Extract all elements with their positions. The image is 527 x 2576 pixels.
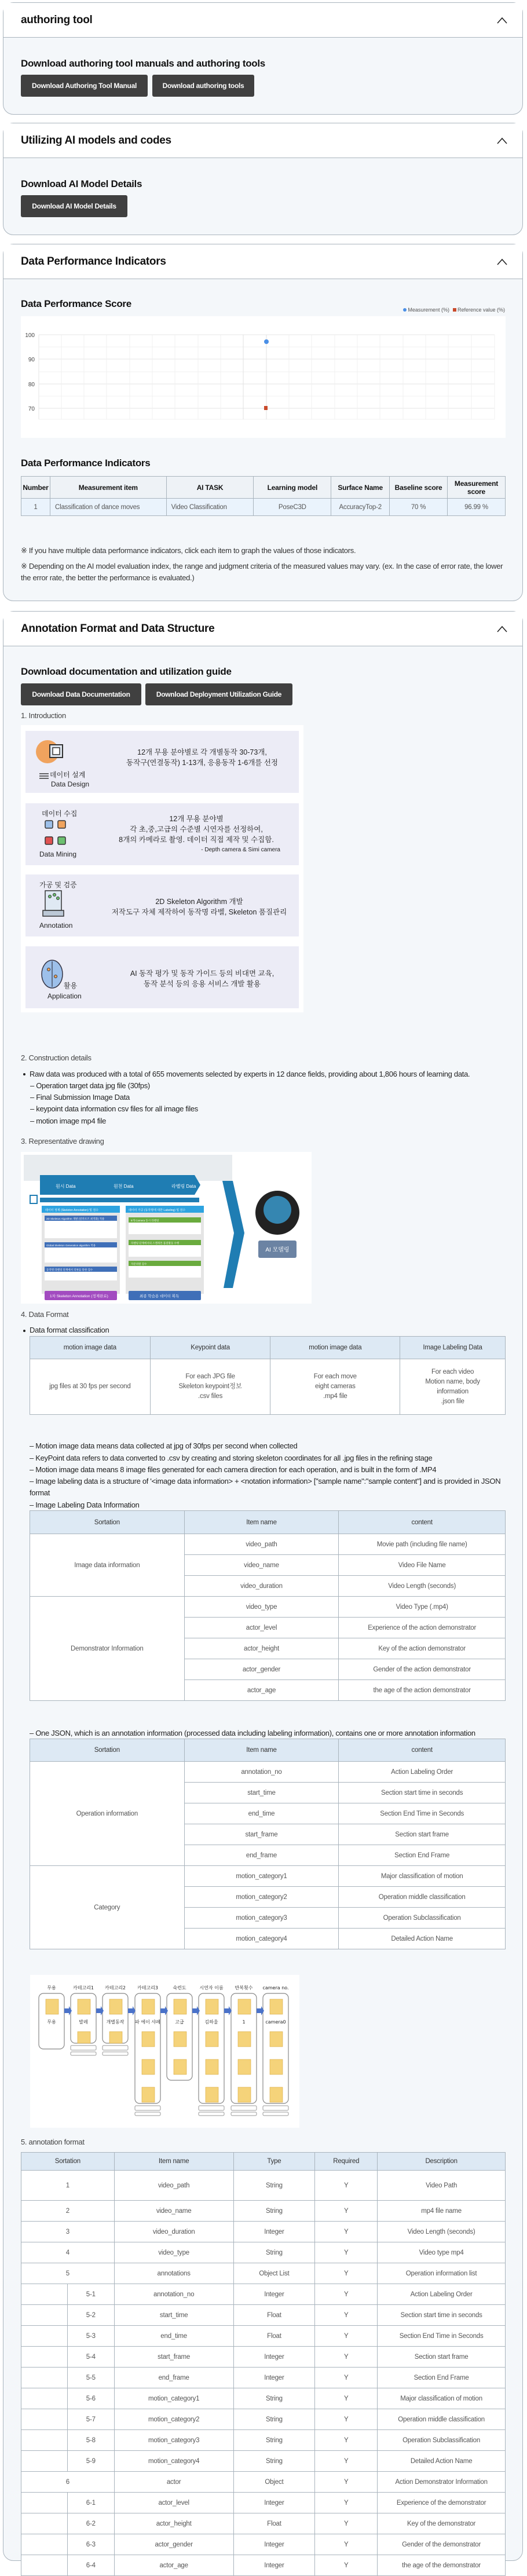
annotation-header[interactable]: [3, 612, 522, 646]
svg-text:80: 80: [28, 382, 35, 388]
svg-text:camera no.: camera no.: [262, 1985, 289, 1990]
measurement-point[interactable]: [264, 339, 269, 344]
svg-text:자문위원 검수: 자문위원 검수: [131, 1263, 147, 1265]
chevron-up-icon[interactable]: [496, 623, 508, 635]
performance-card: [3, 244, 523, 601]
svg-text:1차 Skeleton Annotation (정제완료): 1차 Skeleton Annotation (정제완료): [50, 1294, 108, 1298]
table-row: 5-2 start_time Float Y Section start time in seconds: [21, 2305, 506, 2326]
svg-text:90: 90: [28, 357, 35, 363]
table-row: 6-4 actor_age Integer Y the age of the demonstrator: [21, 2555, 506, 2576]
score-heading: Data Performance Score: [21, 298, 131, 309]
intro-panel-data-design: [25, 731, 299, 793]
svg-text:발레: 발레: [79, 2019, 88, 2025]
format-note: – Image Labeling Data Information: [30, 1501, 140, 1509]
svg-text:Annotation: Annotation: [39, 921, 73, 930]
card-title: Annotation Format and Data Structure: [21, 622, 215, 635]
svg-text:시연자 이름: 시연자 이름: [199, 1985, 224, 1990]
format-note: – Motion image data means data collected at jpg of 30fps per second when collected: [30, 1441, 298, 1450]
folder-structure-image: [30, 1975, 299, 2128]
col-measurement-item: Measurement item: [50, 477, 166, 499]
svg-text:무용: 무용: [47, 1985, 56, 1990]
annotation-info-table: Sortation Item name content Operation information annotation_no Action Labeling Order start_time Section start time in seconds end_time Section End Time in Seconds start_frame Section start frame end_frame Section End Frame Category motion_category1 Major classification of motion motion_category2 Operation middle classification motion_category3 Operation Subclassification motion_category4 Detailed Action Name: [30, 1739, 506, 1949]
section-annotation-format: 5. annotation format: [21, 2138, 85, 2146]
laptop-circuit-icon: [34, 879, 97, 932]
svg-text:2D Skeleton Algorithm 개발 (알파포즈: 2D Skeleton Algorithm 개발 (알파포즈 최적화) 적용: [46, 1217, 105, 1220]
card-title: Utilizing AI models and codes: [21, 134, 171, 147]
col-surface-name: Surface Name: [331, 477, 390, 499]
chevron-up-icon[interactable]: [496, 14, 508, 27]
svg-text:김하울: 김하울: [204, 2019, 218, 2025]
section-heading: Download authoring tool manuals and authoring tools: [21, 58, 265, 69]
svg-text:Global Skeleton Generation alg: Global Skeleton Generation algorithm 적용: [46, 1244, 96, 1247]
note-evaluation-index: ※ Depending on the AI model evaluation index, the range and judgment criteria of the measured values may vary. (ex. In the case of error rate, the lower the error rate, the better the performance is evaluated.): [21, 562, 503, 582]
svg-text:활용: 활용: [64, 982, 78, 990]
intro-panel-application: [25, 946, 299, 1008]
svg-text:동작명 라벨링 단계에서 리뷰를 통한 검수: 동작명 라벨링 단계에서 리뷰를 통한 검수: [46, 1268, 93, 1271]
table-row: 6-3 actor_gender Integer Y Gender of the demonstrator: [21, 2534, 506, 2555]
format-note: – Image labeling data is a structure of '<image data information> + <notation information> ["sample name":"sample content"] and is provided in JSON format: [30, 1477, 501, 1497]
panel-text: AI 동작 평가 및 동작 가이드 등의 비대면 교육, 동작 분석 등의 응용 서비스 개발 활용: [130, 969, 275, 988]
table-row: 1 video_path String Y Video Path: [21, 2171, 506, 2201]
chevron-up-icon[interactable]: [496, 134, 508, 147]
svg-text:Application: Application: [47, 992, 82, 1000]
indicators-heading: Data Performance Indicators: [21, 458, 151, 469]
table-row: 4 video_type String Y Video type mp4: [21, 2242, 506, 2263]
legend-reference[interactable]: Reference value (%): [453, 307, 505, 313]
table-row: 5-4 start_frame Integer Y Section start frame: [21, 2347, 506, 2368]
card-title: authoring tool: [21, 13, 93, 26]
table-row: 5-8 motion_category3 String Y Operation Subclassification: [21, 2430, 506, 2451]
table-row: 5-3 end_time Float Y Section End Time in Seconds: [21, 2326, 506, 2347]
section-heading: Download AI Model Details: [21, 178, 142, 189]
svg-text:8개 Camera 동시 라벨링: 8개 Camera 동시 라벨링: [131, 1219, 159, 1222]
performance-table: [21, 476, 506, 516]
table-row: jpg files at 30 fps per second For each JPG file Skeleton keypoint정보 .csv files For each move eight cameras .mp4 file For each video Motion name, body information .json file: [30, 1359, 506, 1415]
table-row: 6-2 actor_height Float Y Key of the demonstrator: [21, 2513, 506, 2534]
chevron-up-icon[interactable]: [496, 255, 508, 268]
download-authoring-tool-manual-button[interactable]: Download Authoring Tool Manual: [21, 75, 148, 97]
construction-item: – Final Submission Image Data: [30, 1093, 130, 1102]
col-number: Number: [21, 477, 50, 499]
panel-text: 12개 무용 분야별 각 초,중,고급의 수준별 시연자를 선정하여, 8개의 카메라로 촬영. 데이터 직접 제작 및 수집함. - Depth camera & Simi camera: [119, 815, 280, 853]
section-drawing: 3. Representative drawing: [21, 1137, 104, 1146]
svg-text:무용: 무용: [47, 2019, 56, 2025]
square-marker-icon: [453, 308, 456, 312]
representative-drawing-image: [21, 1152, 312, 1304]
svg-text:Data Mining: Data Mining: [39, 850, 77, 858]
table-row: 6-1 actor_level Integer Y Experience of the demonstrator: [21, 2493, 506, 2513]
table-row: 5-1 annotation_no Integer Y Action Labeling Order: [21, 2284, 506, 2305]
performance-chart: [21, 316, 506, 438]
scatter-plot: [21, 316, 506, 438]
svg-text:camera0: camera0: [265, 2019, 286, 2025]
table-row: 5-6 motion_category1 String Y Major classification of motion: [21, 2388, 506, 2409]
svg-text:AI 모델링: AI 모델링: [265, 1247, 290, 1253]
intro-panel-annotation: [25, 874, 299, 936]
svg-text:원시 Data: 원시 Data: [56, 1184, 76, 1189]
json-note: – One JSON, which is an annotation information (processed data including labeling information), contains one or more annotation information: [30, 1729, 475, 1737]
svg-text:데이터 설계: 데이터 설계: [50, 771, 86, 779]
download-authoring-tools-button[interactable]: Download authoring tools: [152, 75, 254, 97]
intro-panel-data-mining: [25, 803, 299, 865]
table-row: 2 video_name String Y mp4 file name: [21, 2201, 506, 2222]
col-ai-task: AI TASK: [166, 477, 254, 499]
table-row: 3 video_duration Integer Y Video Length (seconds): [21, 2222, 506, 2242]
annotation-card: [3, 611, 523, 2569]
authoring-tool-card: [3, 2, 523, 115]
svg-text:고급: 고급: [175, 2019, 184, 2025]
svg-text:1: 1: [242, 2019, 246, 2025]
svg-text:100: 100: [25, 332, 35, 339]
col-baseline-score: Baseline score: [390, 477, 448, 499]
svg-text:숙련도: 숙련도: [173, 1985, 186, 1990]
construction-item: – Operation target data jpg file (30fps): [30, 1081, 150, 1090]
circle-marker-icon: [403, 308, 407, 312]
svg-text:데이터 수집: 데이터 수집: [42, 810, 78, 818]
data-flow-icon: [34, 808, 97, 861]
panel-text: 12개 무용 분야별로 각 개별동작 30-73개, 동작구(연결동작) 1-13개, 응용동작 1-6개를 선정: [126, 748, 278, 767]
image-labeling-table: Sortation Item name content Image data information video_path Movie path (including file name) video_name Video File Name video_duration Video Length (seconds) Demonstrator Information video_type Video Type (.mp4) actor_level Experience of the action demonstrator actor_height Key of the action demonstrator actor_gender Gender of the action demonstrator actor_age the age of the action demonstrator: [30, 1510, 506, 1701]
legend-measurement[interactable]: Measurement (%): [403, 307, 449, 313]
svg-text:카테고리3: 카테고리3: [137, 1985, 159, 1990]
col-learning-model: Learning model: [254, 477, 331, 499]
reference-point[interactable]: [264, 406, 268, 410]
format-note: – KeyPoint data refers to data converted to .csv by creating and storing skeleton coordinates for all .jpg files in the refining stage: [30, 1454, 433, 1462]
table-row: 5 annotations Object List Y Operation information list: [21, 2263, 506, 2284]
note-multiple-indicators: ※ If you have multiple data performance indicators, click each item to graph the values of those indicators.: [21, 546, 356, 555]
construction-item: – motion image mp4 file: [30, 1117, 107, 1125]
svg-text:원천 Data: 원천 Data: [114, 1184, 134, 1189]
annotation-format-table: Sortation Item name Type Required Description 1 video_path String Y Video Path 2 video_name String Y mp4 file name 3 video_duration Integer Y Video Length (seconds) 4 video_type String Y Video type mp4 5 annotations Object List Y Operation information list 5-1 annotation_no Integer Y Action Labeling Order 5-2 start_time Float Y Section start time in seconds 5-3 end_time Float Y Section End Time in Seconds 5-4 start_frame Integer Y Section start frame 5-5 end_frame Integer Y Section End Frame 5-6 motion_category1 String Y Major classification of motion 5-7 motion_category2 String Y Operation middle classification 5-8 motion_category3 String Y Operation Subclassification 5-9 motion_category4 String Y Detailed Action Name 6 actor Object Y Action Demonstrator Information 6-1 actor_level Integer Y Experience of the demonstrator 6-2 actor_height Float Y Key of the demonstrator 6-3 actor_gender Integer Y Gender of the demonstrator 6-4 actor_age Integer Y the age of the demonstrator: [21, 2152, 506, 2576]
svg-text:Data Design: Data Design: [51, 780, 90, 788]
svg-text:최종 학습용 데이터 획득: 최종 학습용 데이터 획득: [140, 1294, 180, 1298]
table-row[interactable]: 1 Classification of dance moves Video Classification PoseC3D AccuracyTop-2 70 % 96.99 %: [21, 499, 506, 516]
section-introduction: 1. Introduction: [21, 711, 66, 720]
download-data-documentation-button[interactable]: Download Data Documentation: [21, 683, 141, 705]
col-measurement-score: Measurement score: [448, 477, 506, 499]
format-note: – Motion image data means 8 image files generated for each camera direction for each operation, and is built in the form of .MP4: [30, 1465, 437, 1474]
svg-text:반복횟수: 반복횟수: [235, 1985, 253, 1990]
introduction-image: [21, 725, 303, 1012]
data-format-bullet: Data format classification: [30, 1326, 109, 1334]
lightbulb-chip-icon: [34, 736, 97, 789]
svg-text:카테고리2: 카테고리2: [104, 1985, 126, 1990]
construction-item: – keypoint data information csv files for all image files: [30, 1104, 198, 1113]
construction-summary: Raw data was produced with a total of 655 movements selected by experts in 12 dance fields, providing about 1,806 hours of learning data.: [30, 1070, 470, 1078]
table-row: 6 actor Object Y Action Demonstrator Information: [21, 2472, 506, 2493]
performance-header[interactable]: [3, 244, 522, 279]
svg-text:데이터 정제 (Skeleton Annotation) 및: 데이터 정제 (Skeleton Annotation) 및 검수: [45, 1209, 99, 1212]
svg-text:개별동작: 개별동작: [106, 2019, 125, 2025]
svg-text:카테고리1: 카테고리1: [72, 1985, 94, 1990]
table-row: 5-7 motion_category2 String Y Operation middle classification: [21, 2409, 506, 2430]
table-row: 5-5 end_frame Integer Y Section End Frame: [21, 2368, 506, 2388]
svg-text:데이터 가공 (동작명에 대한 Labeling) 및 검수: 데이터 가공 (동작명에 대한 Labeling) 및 검수: [129, 1209, 186, 1212]
svg-text:라벨링 단계에서의 스켈레톤 품질활동 수행: 라벨링 단계에서의 스켈레톤 품질활동 수행: [131, 1242, 180, 1245]
svg-text:가공 및 검증: 가공 및 검증: [39, 881, 77, 889]
svg-text:라벨링 Data: 라벨링 Data: [171, 1184, 196, 1189]
section-heading: Download documentation and utilization guide: [21, 666, 232, 677]
svg-text:70: 70: [28, 406, 35, 412]
table-row: 5-9 motion_category4 String Y Detailed Action Name: [21, 2451, 506, 2472]
brain-network-icon: [34, 951, 97, 1004]
bullet-icon: [23, 1330, 25, 1332]
panel-text: 2D Skeleton Algorithm 개발 저작도구 자체 제작하여 동작명 라벨, Skeleton 품질관리: [111, 898, 287, 916]
bullet-icon: [23, 1073, 25, 1075]
download-deployment-guide-button[interactable]: Download Deployment Utilization Guide: [145, 683, 292, 705]
chart-legend: [403, 307, 505, 313]
svg-text:파 에이 샤페: 파 에이 샤페: [135, 2019, 160, 2025]
download-ai-model-details-button[interactable]: Download AI Model Details: [21, 195, 127, 217]
section-data-format: 4. Data Format: [21, 1310, 69, 1319]
section-construction: 2. Construction details: [21, 1053, 92, 1062]
authoring-tool-header[interactable]: [3, 3, 522, 38]
data-format-table: motion image data Keypoint data motion image data Image Labeling Data jpg files at 30 fps per second For each JPG file Skeleton keypoint정보 .csv files For each move eight cameras .mp4 file For each video Motion name, body information .json file: [30, 1336, 506, 1415]
ai-models-card: [3, 123, 523, 235]
ai-models-header[interactable]: [3, 123, 522, 158]
card-title: Data Performance Indicators: [21, 255, 166, 268]
